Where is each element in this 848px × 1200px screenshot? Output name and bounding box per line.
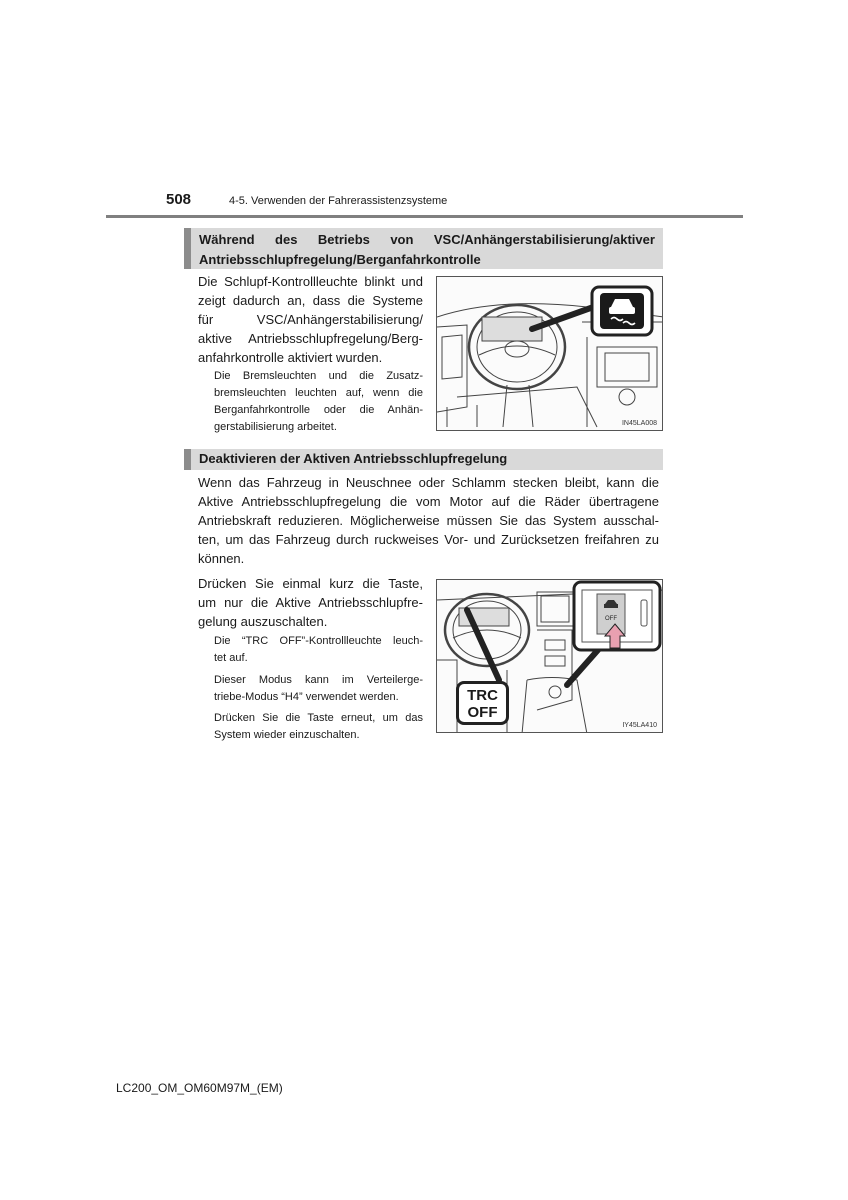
instruction-line: Drücken Sie einmal kurz die Taste,: [198, 576, 423, 591]
note-h4-mode: [214, 672, 423, 706]
section2-press-instruction: [198, 574, 423, 631]
body-line: Die Schlupf-Kontrollleuchte blinkt und: [198, 274, 423, 289]
heading-line-1: [199, 230, 655, 250]
section1-note: [214, 368, 423, 436]
heading-word: VSC/Anhängerstabilisierung/aktiver: [433, 232, 655, 247]
heading-word: Während: [199, 232, 255, 247]
trc-off-button-label: [456, 681, 509, 725]
trc-small-off-text: OFF: [605, 616, 617, 622]
section-heading-vsc: [184, 228, 663, 269]
trc-label-line-2: OFF: [467, 704, 498, 721]
note-reactivate: [214, 710, 423, 744]
instruction-line: gelung auszuschalten.: [198, 614, 328, 629]
note-line: System wieder einzuschalten.: [214, 729, 360, 741]
paragraph-line: Aktive Antriebsschlupfregelung die vom Motor auf die Räder übertragene: [198, 494, 659, 509]
note-line: triebe-Modus “H4” verwendet werden.: [214, 691, 399, 703]
figure-id: IN45LA008: [621, 420, 657, 427]
figure-id: IY45LA410: [622, 722, 657, 729]
note-line: Die “TRC OFF”-Kontrollleuchte leuch-: [214, 635, 423, 647]
header-rule: [106, 215, 743, 218]
figure-dashboard-slip-indicator: [436, 276, 663, 431]
paragraph-line: ten, um das Fahrzeug durch ruckweises Vor- und Zurücksetzen freifahren zu: [198, 532, 659, 547]
body-line: für VSC/Anhängerstabilisierung/: [198, 312, 423, 327]
note-line: bremsleuchten leuchten auf, wenn die: [214, 387, 423, 399]
section-reference: 4-5. Verwenden der Fahrerassistenzsysteme: [229, 195, 448, 207]
body-line: zeigt dadurch an, dass die Systeme: [198, 293, 423, 308]
footer-doc-code: LC200_OM_OM60M97M_(EM): [116, 1081, 283, 1095]
body-line: aktive Antriebsschlupfregelung/Berg-: [198, 331, 423, 346]
heading-word: des: [275, 232, 298, 247]
note-line: Die Bremsleuchten und die Zusatz-: [214, 370, 423, 382]
note-line: tet auf.: [214, 652, 248, 664]
heading-line-2: Antriebsschlupfregelung/Berganfahrkontrolle: [199, 252, 481, 267]
trc-label-line-1: TRC: [467, 687, 498, 704]
note-line: Berganfahrkontrolle oder die Anhän-: [214, 404, 423, 416]
instruction-line: um nur die Aktive Antriebsschlupfre-: [198, 595, 423, 610]
paragraph-line: können.: [198, 551, 245, 566]
note-line: gerstabilisierung arbeitet.: [214, 421, 337, 433]
section1-body: [198, 272, 423, 367]
paragraph-line: Antriebskraft reduzieren. Möglicherweise müssen Sie das System ausschal-: [198, 513, 659, 528]
note-trc-indicator: [214, 633, 423, 667]
heading-word: von: [390, 232, 414, 247]
page-number: 508: [166, 191, 192, 208]
paragraph-line: Wenn das Fahrzeug in Neuschnee oder Schlamm stecken bleibt, kann die: [198, 475, 659, 490]
dashboard-illustration: [437, 277, 663, 431]
note-line: Dieser Modus kann im Verteilerge-: [214, 674, 423, 686]
heading-word: Betriebs: [317, 232, 370, 247]
note-line: Drücken Sie die Taste erneut, um das: [214, 712, 423, 724]
figure-trc-off-button: [436, 579, 663, 733]
body-line: anfahrkontrolle aktiviert wurden.: [198, 350, 383, 365]
section2-paragraph: [198, 473, 659, 568]
section-heading-trc: Deaktivieren der Aktiven Antriebsschlupfregelung: [184, 449, 663, 470]
